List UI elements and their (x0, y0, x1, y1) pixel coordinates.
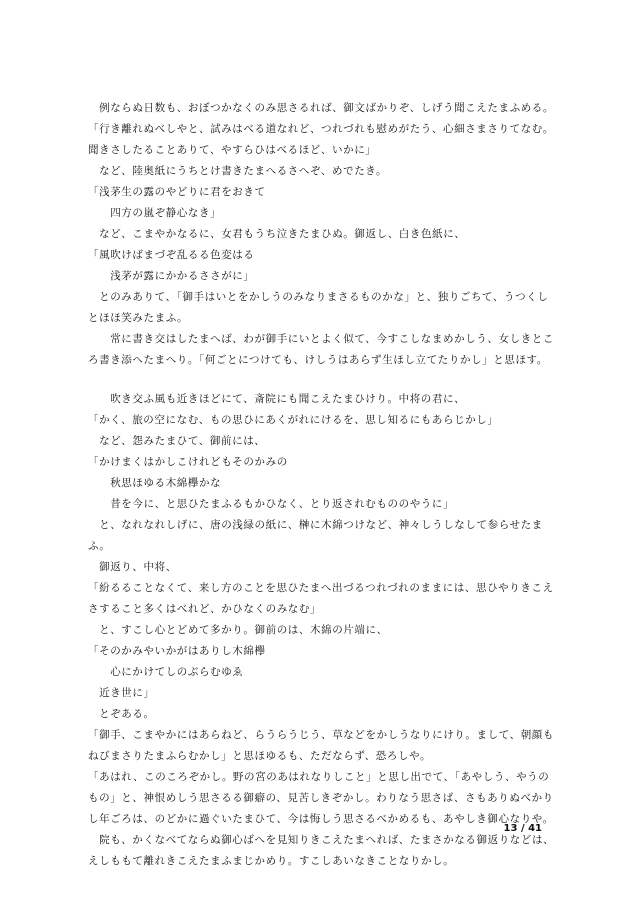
poem-line: 昔を今に、と思ひたまふるもかひなく、とり返されむもののやうに」 (88, 498, 455, 510)
text-line: 例ならぬ日数も、おぼつかなくのみ思さるれば、御文ばかりぞ、しげう聞こえたまふめる。 (88, 102, 554, 114)
text-line: 吹き交ふ風も近きほどにて、斎院にも聞こえたまひけり。中将の君に、 (88, 393, 466, 405)
text-line: 「紛るることなくて、来し方のことを思ひたまへ出づるつれづれのままには、思ひやりきこえさすること多くはべれど、かひなくのみなむ」 (88, 582, 554, 615)
text-line: 「かく、旅の空になむ、もの思ひにあくがれにけるを、思し知るにもあらじかし」 (88, 414, 499, 426)
text-line: など、陸奥紙にうちとけ書きたまへるさへぞ、めでたき。 (88, 165, 388, 177)
body-text (88, 98, 558, 872)
poem-line: 浅茅が露にかかるささがに」 (88, 270, 255, 282)
poem-line: 「風吹けばまづぞ乱るる色変はる (88, 249, 255, 261)
text-line: 院も、かくなべてならぬ御心ばへを見知りきこえたまへれば、たまさかなる御返りなどは、えしももて離れきこえたまふまじかめり。すこしあいなきことなりかし。 (88, 834, 555, 867)
text-line: など、怨みたまひて、御前には、 (88, 435, 266, 447)
page-number: 13 / 41 (503, 823, 542, 834)
text-line: とぞある。 (88, 708, 155, 720)
text-line: など、こまやかなるに、女君もうち泣きたまひぬ。御返し、白き色紙に、 (88, 228, 466, 240)
poem-line: 四方の嵐ぞ静心なき」 (88, 207, 222, 219)
text-line: 常に書き交はしたまへば、わが御手にいとよく似て、今すこしなまめかしう、女しきところ書き添へたまへり。「何ごとにつけても、けしうはあらず生ほし立てたりかし」と思ほす。 (88, 333, 554, 366)
text-line: 「行き離れぬべしやと、試みはべる道なれど、つれづれも慰めがたう、心細さまさりてなむ。聞きさしたることありて、やすらひはべるほど、いかに」 (88, 123, 554, 156)
poem-line: 「浅茅生の露のやどりに君をおきて (88, 186, 266, 198)
text-line: 御返り、中将、 (88, 561, 177, 573)
poem-line: 「かけまくはかしこけれどもそのかみの (88, 456, 288, 468)
text-line: とのみありて、「御手はいとをかしうのみなりまさるものかな」と、独りごちて、うつくしとほほ笑みたまふ。 (88, 291, 549, 324)
poem-line: 心にかけてしのぶらむゆゑ (88, 666, 244, 678)
text-line: 「御手、こまやかにはあらねど、らうらうじう、草などをかしうなりにけり。まして、朝顔もねびまさりたまふらむかし」と思ほゆるも、ただならず、恐ろしや。 (88, 729, 554, 762)
text-line: と、なれなれしげに、唐の浅緑の紙に、榊に木綿つけなど、神々しうしなして参らせたまふ。 (88, 519, 543, 552)
section-gap (88, 371, 558, 389)
poem-line: 近き世に」 (88, 687, 155, 699)
poem-line: 「そのかみやいかがはありし木綿欅 (88, 645, 266, 657)
text-line: と、すこし心とどめて多かり。御前のは、木綿の片端に、 (88, 624, 388, 636)
poem-line: 秋思ほゆる木綿欅かな (88, 477, 222, 489)
text-line: 「あはれ、このころぞかし。野の宮のあはれなりしこと」と思し出でて、「あやしう、やうのもの」と、神恨めしう思さるる御癖の、見苦しきぞかし。わりなう思さば、さもありぬべかりし年ごろは、のどかに過ぐいたまひて、今は悔しう思さるべかめるも、あやしき御心なりや。 (88, 771, 554, 825)
